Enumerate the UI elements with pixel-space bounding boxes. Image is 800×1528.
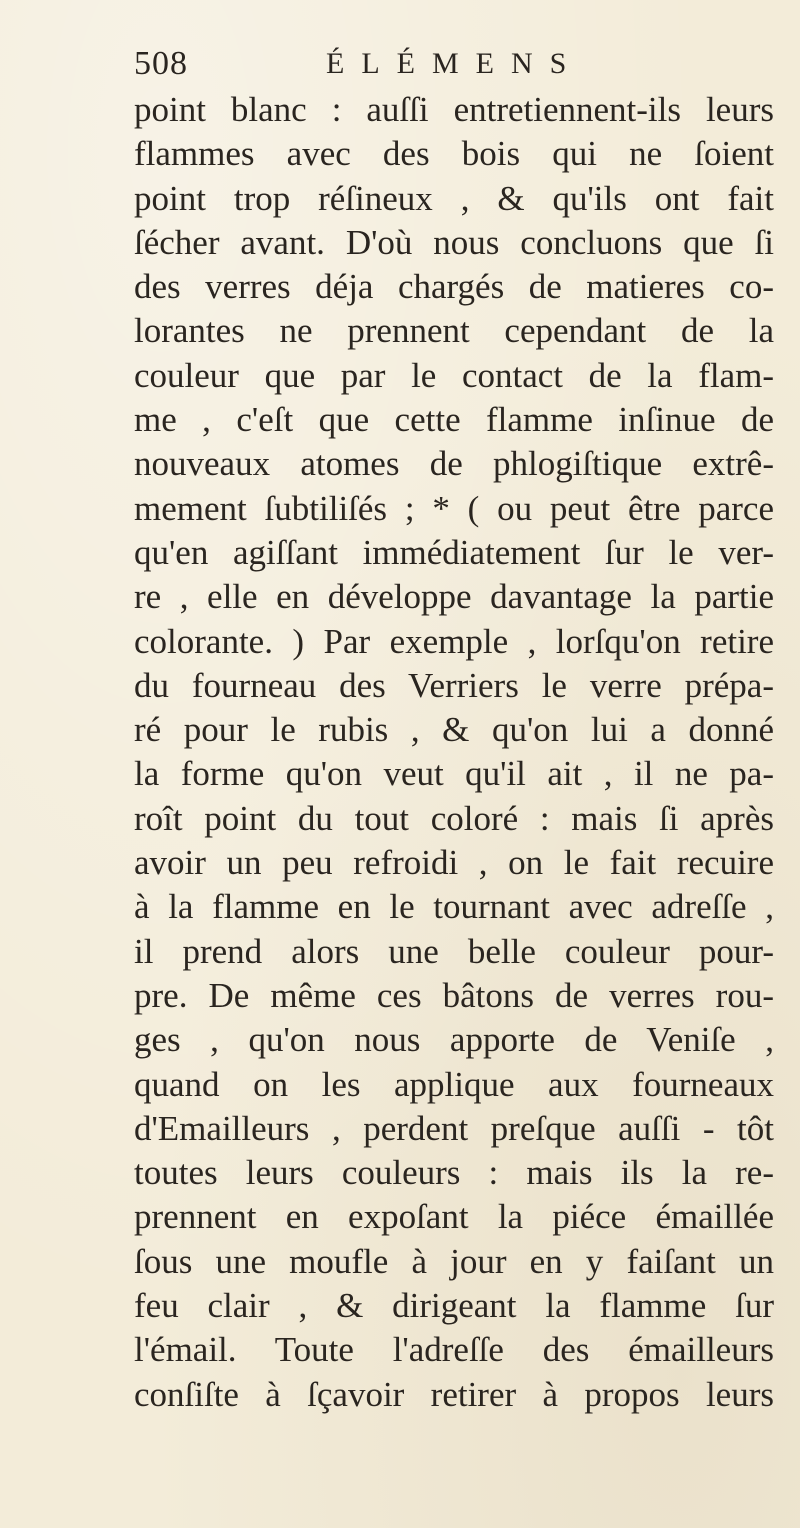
text-line: nouveaux atomes de phlogiſtique extrê-: [134, 444, 774, 484]
text-line: ges , qu'on nous apporte de Veniſe ,: [134, 1020, 774, 1060]
text-line: feu clair , & dirigeant la flamme ſur: [134, 1286, 774, 1326]
text-line: quand on les applique aux fourneaux: [134, 1064, 774, 1104]
text-line: conſiſte à ſçavoir retirer à propos leurs: [134, 1374, 774, 1414]
text-line: colorante. ) Par exemple , lorſqu'on retire: [134, 621, 774, 661]
text-line: l'émail. Toute l'adreſſe des émailleurs: [134, 1330, 774, 1370]
text-line: point blanc : auſſi entretiennent-ils leurs: [134, 90, 774, 129]
text-line: roît point du tout coloré : mais ſi après: [134, 798, 774, 838]
text-line: d'Emailleurs , perdent preſque auſſi - tôt: [134, 1108, 774, 1148]
text-line: ſécher avant. D'où nous concluons que ſi: [134, 222, 774, 262]
text-line: du fourneau des Verriers le verre prépa-: [134, 665, 774, 705]
text-line: mement ſubtiliſés ; * ( ou peut être parce: [134, 488, 774, 528]
text-line: flammes avec des bois qui ne ſoient: [134, 134, 774, 174]
text-line: il prend alors une belle couleur pour-: [134, 931, 774, 971]
text-line: toutes leurs couleurs : mais ils la re-: [134, 1153, 774, 1193]
text-line: me , c'eſt que cette flamme inſinue de: [134, 400, 774, 440]
text-line: point trop réſineux , & qu'ils ont fait: [134, 178, 774, 218]
text-line: la forme qu'on veut qu'il ait , il ne pa-: [134, 754, 774, 794]
page-number: 508: [134, 45, 188, 82]
text-line: qu'en agiſſant immédiatement ſur le ver-: [134, 532, 774, 572]
text-line: avoir un peu refroidi , on le fait recuire: [134, 843, 774, 883]
text-line: couleur que par le contact de la flam-: [134, 355, 774, 395]
text-line: à la flamme en le tournant avec adreſſe ,: [134, 887, 774, 927]
running-head: ÉLÉMENS: [326, 47, 584, 80]
text-line: prennent en expoſant la piéce émaillée: [134, 1197, 774, 1237]
text-line: ſous une moufle à jour en y faiſant un: [134, 1241, 774, 1281]
body-text: [134, 88, 774, 1417]
text-line: ré pour le rubis , & qu'on lui a donné: [134, 710, 774, 750]
page-header: [134, 40, 614, 88]
text-line: re , elle en développe davantage la partie: [134, 577, 774, 617]
text-line: lorantes ne prennent cependant de la: [134, 311, 774, 351]
text-line: des verres déja chargés de matieres co-: [134, 267, 774, 307]
text-line: pre. De même ces bâtons de verres rou-: [134, 975, 774, 1015]
